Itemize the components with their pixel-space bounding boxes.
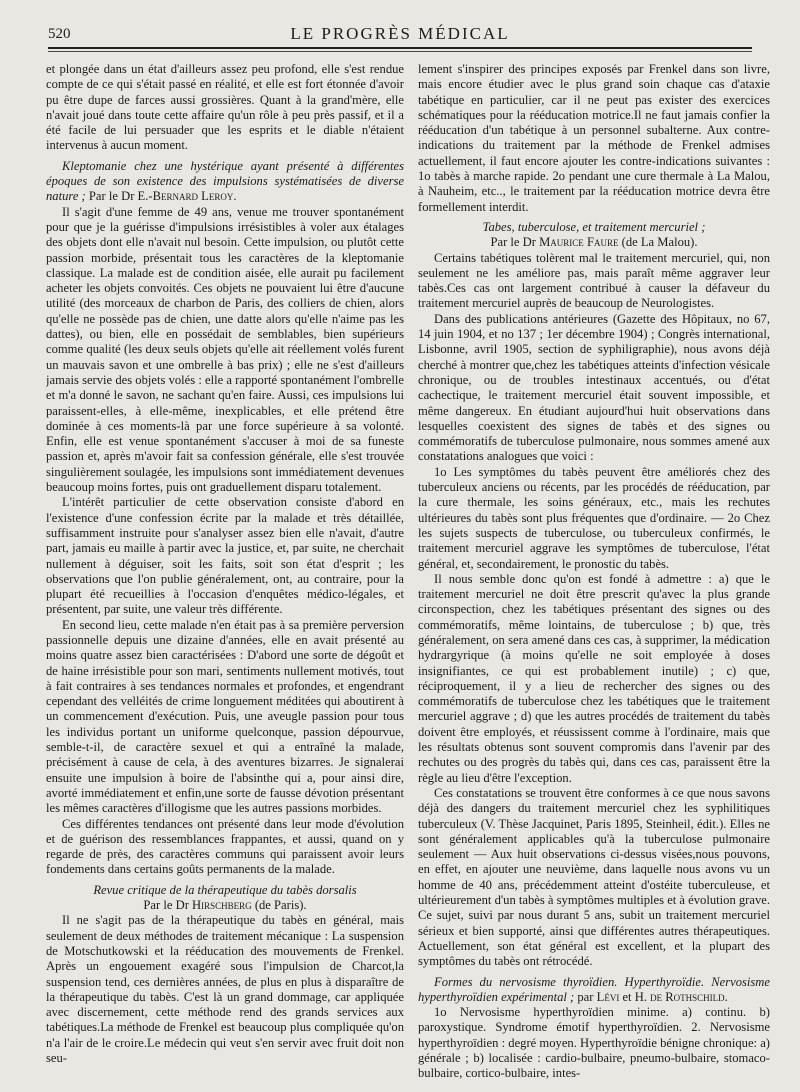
article-title: Tabes, tuberculose, et traitement mercuriel ; [482,219,706,234]
paragraph: Il nous semble donc qu'on est fondé à admettre : a) que le traitement mercuriel ne doit être prescrit qu'avec la plus grande circonspection, chez les tabétiques présentant des signes ou des commémoratifs, même lointains, de tuberculose ; b) que, très généralement, on sera amené dans ces cas, à supprimer, la médication hydrargyrique (à moins qu'elle ne soit employée à doses insignifiantes, ce qui est probablement inutile) ; c) que, réciproquement, il y a lieu de rechercher des signes ou des commémoratifs de tuberculose chez les tabétiques que le traitement mercuriel aggrave ; d) que les autres procédés de traitement du tabès doivent être employés, et réussissent comme à l'ordinaire, mais que les résultats obtenus sont souvent compromis dans l'avenir par des rechutes ou des progrès du tabès qui, dans ces cas, paraissent être la règle au lieu d'être l'exception. [418,571,770,785]
article-title: Kleptomanie chez une hystérique ayant présenté à différentes époques de son existence des impulsions systématisées de diverse nature ; Par le Dr E.-Bernard Leroy. [46,158,404,204]
paragraph: 1o Nervosisme hyperthyroïdien minime. a) continu. b) paroxystique. Syndrome émotif hyperthyroïdien. 2. Nervosisme hyperthyroïdien : degré moyen. Hyperthyroïdie bénigne chronique: a) générale ; b) localisée : cardio-bulbaire, pneumo-bulbaire, stomaco-bulbaire, cortico-bulbaire, intes- [418,1005,770,1081]
article-title: Formes du nervosisme thyroïdien. Hyperthyroïdie. Nervosisme hyperthyroïdien expérimental ; par Lévi et H. de Rothschild. [418,974,770,1004]
paragraph: Il s'agit d'une femme de 49 ans, venue me trouver spontanément pour que je la guérisse d'impulsions irrésistibles à voler aux étalages des objets dont elle n'avait nul besoin. Cette impulsion, ou plutôt cette passion morbide, présentait tous les caractères de la kleptomanie classique. La malade est de condition aisée, elle aurait pu facilement acheter les objets convoités. Ces objets ne pouvaient lui être d'aucune utilité (des morceaux de charbon de Paris, des colliers de chien, alors qu'elle ne possède pas de chien, une datte alors qu'elle n'aime pas les dattes), ou bien, elle en possédait de semblables, bien supérieurs comme qualité (les deux seuls objets qu'elle ait réellement volés furent un mauvais savon et une ombrelle à bas prix) ; elle ne s'est d'ailleurs jamais servie des objets volés : elle a rapporté spontanément l'ombrelle et m'a donné le savon, ne sachant qu'en faire. Aussi, ces impulsions lui paraissent-elles, à elle-même, inexplicables, et elle prétend être dominée à ces moments-là par une force supérieure à sa volonté. Enfin, elle est venue spontanément s'accuser à moi de sa funeste passion et, après m'avoir fait sa confession générale, elle s'est trouvée singulièrement soulagée, les impulsions sont immédiatement devenues beaucoup moins fortes, puis ont graduellement disparu totalement. [46,204,404,495]
right-column [418,62,770,1088]
paragraph: et plongée dans un état d'ailleurs assez peu profond, elle s'est rendue compte de ce qui s'était passé en réalité, et elle est fort étonnée d'avoir pu être dupe de farces aussi grossières. Quant à la grand'mère, elle n'avait joué dans toute cette affaire qu'un rôle à peu près passif, et il a été facile de lui persuader que les esprits et le diable n'étaient intervenus à aucun moment. [46,62,404,153]
paragraph: L'intérêt particulier de cette observation consiste d'abord en l'existence d'une confession écrite par la malade et très détaillée, suffisamment instruite pour s'analyser assez bien elle n'avait, d'autre part, jamais eu maille à partir avec la justice, et, par suite, ne cherchait nullement à déguiser, soit les faits, soit son état d'esprit ; les observations que l'on publie généralement, ont, au contraire, pour la plupart été recueillies à l'occasion d'enquêtes médico-légales, et présentent, par suite, une valeur très différente. [46,495,404,617]
paragraph: Il ne s'agit pas de la thérapeutique du tabès en général, mais seulement de deux méthodes de traitement mécanique : La suspension de Motschutkowski et la rééducation des mouvements de Frenkel. Après un engouement exagéré sous l'impulsion de Charcot,la suspension tend, ces dernières années, de plus en plus à disparaître de la thérapeutique du tabès. C'est là un grand dommage, car appliquée avec discernement, cette méthode rend des grands services aux tabétiques.La méthode de Frenkel est beaucoup plus compliquée qu'on n'a l'air de le croire.Le médecin qui veut s'en servir avec fruit doit non seu- [46,913,404,1065]
page-header [48,22,752,44]
article-author: Par le Dr Maurice Faure (de La Malou). [490,235,698,250]
paragraph: Ces différentes tendances ont présenté dans leur mode d'évolution et de guérison des ressemblances frappantes, et aussi, quand on y regarde de près, des caractères communs qui paraissent avoir leurs fondements dans certains goûts permanents de la malade. [46,816,404,877]
paragraph: Dans des publications antérieures (Gazette des Hôpitaux, no 67, 14 juin 1904, et no 137 ; 1er décembre 1904) ; Congrès international, Lisbonne, avril 1905, section de syphiligraphie), nous avons déjà cherché à montrer que,chez les tabétiques atteints d'infection vésicale chronique, ou de troubles intestinaux accentués, ou d'état cachectique, le traitement mercuriel était souvent impossible, et même dangereux. En étudiant aujourd'hui huit observations dans lesquelles coexistent des signes de tabès et des signes ou commémoratifs de tuberculose pulmonaire, nous sommes amené aux constatations analogues que voici : [418,311,770,464]
paragraph: 1o Les symptômes du tabès peuvent être améliorés chez des tuberculeux anciens ou récents, par les procédés de rééducation, par la cure thermale, les soins généraux, etc., mais les rechutes ultérieures du tabès sont plus fréquentes que d'ordinaire. — 2o Chez les sujets suspects de tuberculose, ou tuberculeux confirmés, le traitement mercuriel aggrave les symptômes de tuberculose, l'état général, et, secondairement, le pronostic du tabès. [418,464,770,571]
article-author: Par le Dr Hirschberg (de Paris). [143,898,307,913]
article-title: Revue critique de la thérapeutique du tabès dorsalis [93,882,357,897]
journal-title: LE PROGRÈS MÉDICAL [290,24,510,43]
left-column [46,62,404,1088]
paragraph: En second lieu, cette malade n'en était pas à sa première perversion passionnelle depuis une dizaine d'années, elle en avait présenté au moins quatre assez bien caractérisées : D'abord une sorte de dégoût et de haine irrésistible pour son mari, sentiments nullement motivés, tout à fait contraires à ses tendances normales et profondes, et engendrant cependant des velléités de crime longuement méditées qui aboutirent à un commencement d'exécution. Puis, une aveugle passion pour tous les individus portant un uniforme quelconque, passion dépourvue, semble-t-il, de caractère sexuel et qui a entraîné la malade, précisément à cause de cela, à des aventures bizarres. Je signalerai ensuite une impulsion à boire de l'absinthe qui a, pour ainsi dire, avorté immédiatement et enfin,une sorte de fausse dévotion présentant les mêmes caractères d'illogisme que les autres passions morbides. [46,617,404,816]
header-rule-thin [48,51,752,52]
paragraph: Certains tabétiques tolèrent mal le traitement mercuriel, qui, non seulement ne les améliore pas, mais paraît même aggraver leur tabès.Ces cas ont largement contribué à causer la défaveur du traitement mercuriel auprès de beaucoup de Neurologistes. [418,250,770,311]
header-rule [48,47,752,49]
paragraph: lement s'inspirer des principes exposés par Frenkel dans son livre, mais encore étudier avec le plus grand soin chaque cas d'ataxie tabétique en particulier, car il ne peut pas exister des exercices schématiques pour la rééducation motrice.Il ne faut jamais confier la rééducation d'un tabétique à un personnel subalterne. Aux contre-indications du traitement par la méthode de Frenkel admises actuellement, il faut encore ajouter les contre-indications suivantes : 1o tabès à marche rapide. 2o pendant une cure thermale à La Malou, à Nauheim, etc.., le traitement par la rééducation motrice devra être formellement interdit. [418,62,770,214]
paragraph: Ces constatations se trouvent être conformes à ce que nous savons déjà des dangers du traitement mercuriel chez les syphilitiques tuberculeux (V. Thèse Jacquinet, Paris 1895, Steinheil, édit.). Elles ne sont généralement applicables qu'à la tuberculose pulmonaire seulement — Aux huit observations ci-dessus visées,nous pouvons, en effet, en ajouter une neuvième, dans laquelle nous avons vu un homme de 40 ans, précédemment atteint d'ostéite tuberculeuse, et ultérieurement d'un tabès à symptômes multiples et à évolution grave. Ce sujet, suivi par nous durant 5 ans, subit un traitement mercuriel sérieux et bien supporté, ainsi que différentes autres thérapeutiques. Actuellement, son état général est excellent, et la plupart des symptômes du tabès ont rétrocédé. [418,785,770,969]
page-number: 520 [48,26,71,42]
